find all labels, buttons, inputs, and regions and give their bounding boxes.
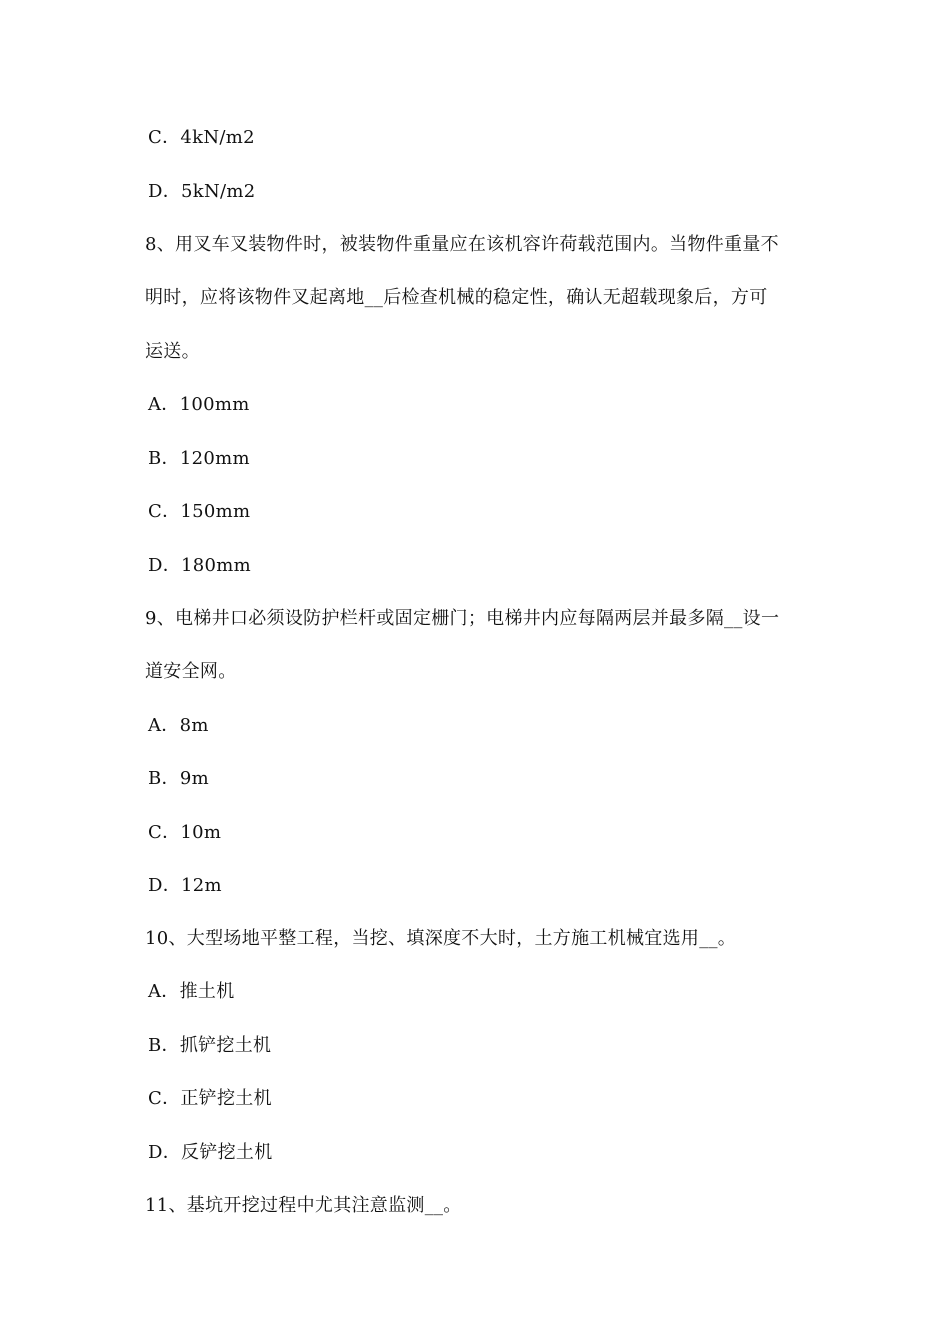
q10-option-c: C．正铲挖土机: [148, 1088, 272, 1109]
q9-option-a: A．8m: [148, 715, 209, 736]
q10-stem-line-1: 10、大型场地平整工程，当挖、填深度不大时，土方施工机械宜选用__。: [145, 928, 737, 949]
q9-option-d: D．12m: [148, 875, 222, 896]
q11-stem-line-1: 11、基坑开挖过程中尤其注意监测__。: [145, 1195, 462, 1216]
q8-option-d: D．180mm: [148, 555, 252, 576]
q9-stem-line-2: 道安全网。: [145, 661, 237, 682]
q8-stem-line-3: 运送。: [145, 341, 200, 362]
q9-option-c: C．10m: [148, 822, 222, 843]
q8-stem-line-1: 8、用叉车叉装物件时，被装物件重量应在该机容许荷载范围内。当物件重量不: [145, 234, 779, 255]
q8-stem-line-2: 明时，应将该物件叉起离地__后检查机械的稳定性，确认无超载现象后，方可: [145, 287, 768, 308]
q8-option-b: B．120mm: [148, 448, 250, 469]
q9-option-b: B．9m: [148, 768, 209, 789]
q8-option-a: A．100mm: [148, 394, 250, 415]
q9-stem-line-1: 9、电梯井口必须设防护栏杆或固定栅门；电梯井内应每隔两层并最多隔__设一: [145, 608, 780, 629]
q10-option-d: D．反铲挖土机: [148, 1142, 273, 1163]
q7-option-d: D．5kN/m2: [148, 181, 256, 202]
q10-option-a: A．推土机: [148, 981, 235, 1002]
q7-option-c: C．4kN/m2: [148, 127, 255, 148]
q8-option-c: C．150mm: [148, 501, 251, 522]
q10-option-b: B．抓铲挖土机: [148, 1035, 272, 1056]
